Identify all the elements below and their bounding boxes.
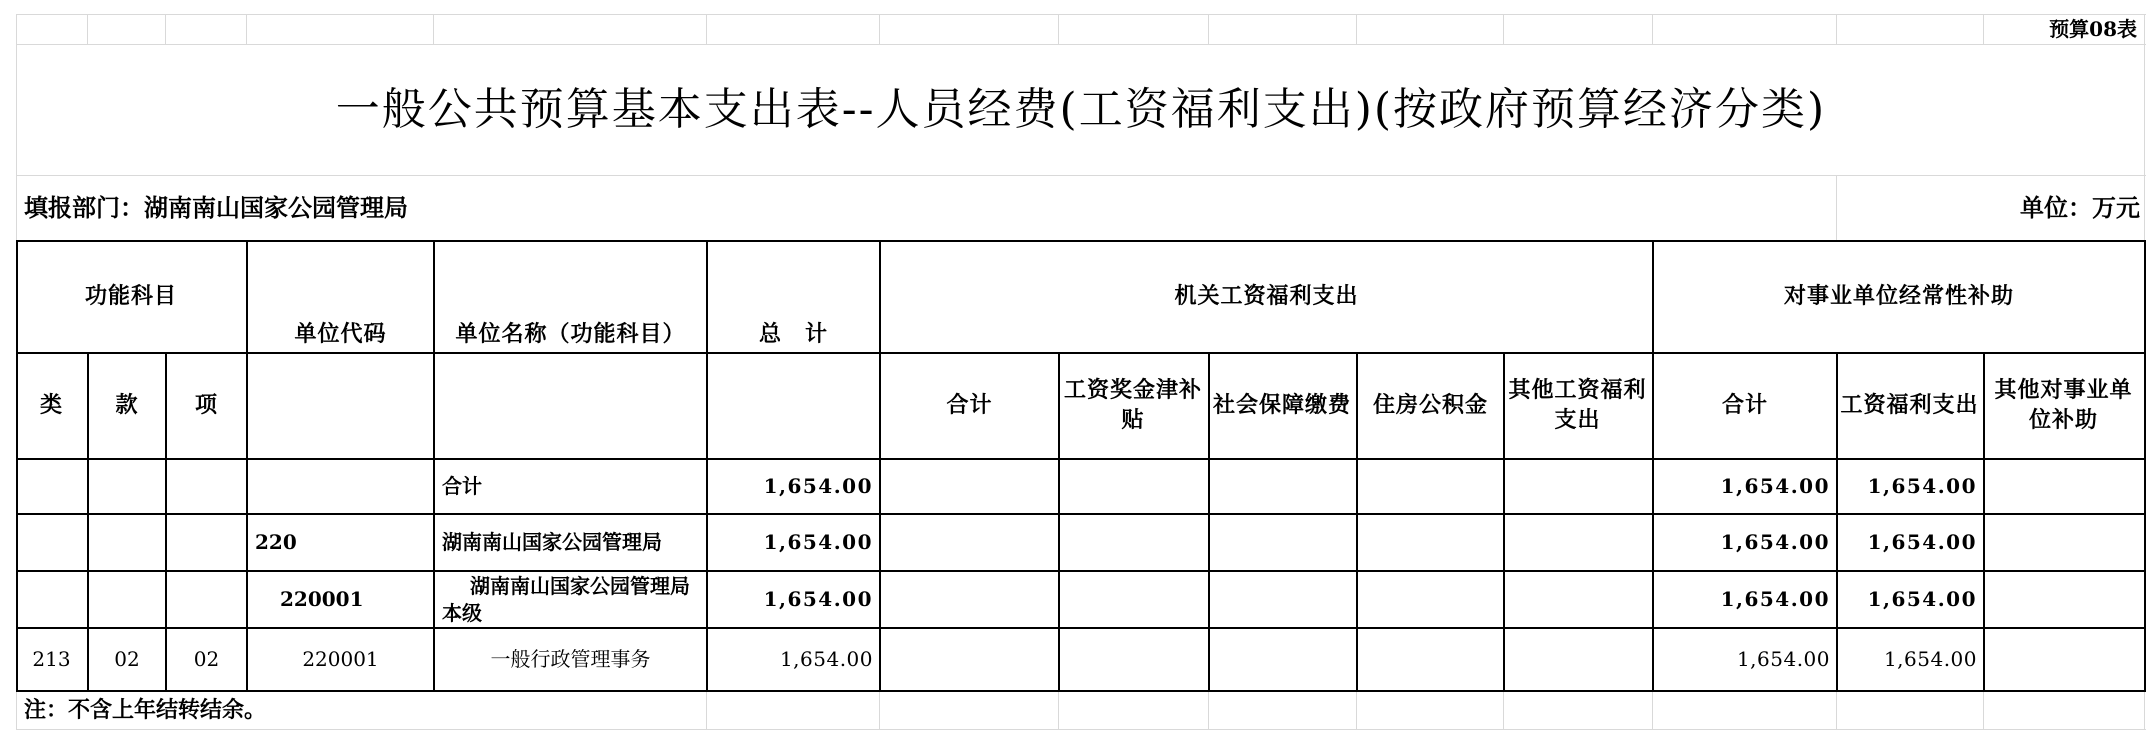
row-total: 1,654.00 — [763, 530, 873, 554]
gridline — [1503, 14, 1504, 44]
row-inst-sum: 1,654.00 — [1736, 647, 1830, 671]
page-title: 一般公共预算基本支出表--人员经费(工资福利支出)(按政府预算经济分类) — [335, 83, 1827, 135]
header-xiang: 项 — [194, 392, 218, 419]
header-org-salary: 工资奖金津补贴 — [1063, 377, 1202, 433]
row-inst-salary: 1,654.00 — [1867, 587, 1977, 611]
row-kuan: 02 — [114, 647, 140, 671]
gridline — [879, 692, 880, 730]
header-inst-group: 对事业单位经常性补助 — [1783, 283, 2014, 310]
row-inst-salary: 1,654.00 — [1867, 530, 1977, 554]
gridline — [1503, 692, 1504, 730]
gridline — [706, 692, 707, 730]
gridline — [1058, 14, 1059, 44]
header-org-housing: 住房公积金 — [1372, 392, 1488, 419]
gridline — [16, 729, 2146, 730]
header-inst-salary: 工资福利支出 — [1840, 392, 1979, 419]
row-unit-code: 220001 — [280, 587, 364, 611]
gridline — [16, 175, 2146, 176]
footnote: 注：不含上年结转结余。 — [24, 696, 267, 723]
row-inst-sum: 1,654.00 — [1720, 474, 1830, 498]
header-unit-name: 单位名称（功能科目） — [455, 321, 686, 348]
row-inst-sum: 1,654.00 — [1720, 530, 1830, 554]
table-border — [1058, 352, 1060, 692]
header-total: 总 计 — [758, 321, 828, 348]
table-border — [1208, 352, 1210, 692]
row-unit-name: 一般行政管理事务 — [490, 647, 651, 671]
gridline — [1208, 692, 1209, 730]
row-lei: 213 — [32, 647, 71, 671]
gridline — [1836, 692, 1837, 730]
gridline — [87, 14, 88, 44]
row-xiang: 02 — [193, 647, 220, 671]
gridline — [1836, 14, 1837, 44]
row-total: 1,654.00 — [763, 474, 873, 498]
unit-label: 单位：万元 — [2020, 192, 2140, 222]
row-unit-code: 220001 — [302, 647, 379, 671]
row-unit-name: 湖南南山国家公园管理局 — [442, 530, 662, 554]
department-label: 填报部门：湖南南山国家公园管理局 — [24, 192, 408, 222]
gridline — [1983, 692, 1984, 730]
gridline — [706, 14, 707, 44]
gridline — [879, 14, 880, 44]
gridline — [246, 14, 247, 44]
row-inst-salary: 1,654.00 — [1867, 474, 1977, 498]
header-org-social: 社会保障缴费 — [1212, 392, 1351, 419]
row-unit-name: 合计 — [442, 474, 482, 498]
gridline — [16, 14, 2146, 15]
header-kuan: 款 — [115, 392, 139, 419]
header-inst-other: 其他对事业单位补助 — [1994, 377, 2133, 433]
gridline — [1058, 692, 1059, 730]
gridline — [1652, 14, 1653, 44]
gridline — [1356, 692, 1357, 730]
header-lei: 类 — [39, 392, 63, 419]
header-unit-code: 单位代码 — [294, 321, 387, 348]
header-org-sum: 合计 — [946, 392, 993, 419]
row-unit-name: 湖南南山国家公园管理局本级 — [442, 573, 690, 625]
header-inst-sum: 合计 — [1721, 392, 1768, 419]
form-number: 预算08表 — [2049, 16, 2137, 41]
gridline — [433, 14, 434, 44]
gridline — [165, 14, 166, 44]
header-org-other: 其他工资福利支出 — [1508, 377, 1647, 433]
table-border — [1503, 352, 1505, 692]
row-total: 1,654.00 — [779, 647, 873, 671]
header-func-subject: 功能科目 — [84, 283, 177, 310]
gridline — [1356, 14, 1357, 44]
gridline — [1652, 692, 1653, 730]
header-org-group: 机关工资福利支出 — [1174, 283, 1359, 310]
gridline — [1208, 14, 1209, 44]
gridline — [1836, 175, 1837, 240]
row-unit-code: 220 — [255, 530, 297, 554]
table-border — [1983, 352, 1985, 692]
row-inst-salary: 1,654.00 — [1883, 647, 1977, 671]
row-total: 1,654.00 — [763, 587, 873, 611]
row-inst-sum: 1,654.00 — [1720, 587, 1830, 611]
